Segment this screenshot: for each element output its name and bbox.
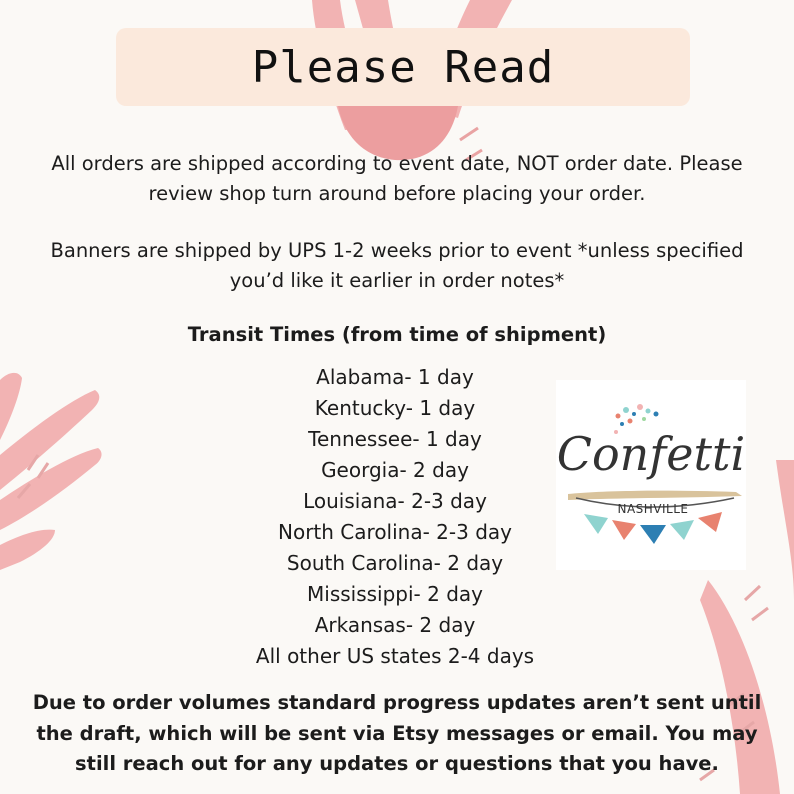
list-item: Mississippi- 2 day (307, 582, 483, 606)
progress-note-line: still reach out for any updates or questions that you have. (75, 752, 719, 775)
list-item: Georgia- 2 day (321, 458, 469, 482)
shipping-note-line: review shop turn around before placing your order. (148, 182, 646, 205)
progress-updates-note (20, 688, 774, 780)
pennant (698, 512, 722, 532)
banner-shipping-line: Banners are shipped by UPS 1-2 weeks prior to event *unless specified (50, 239, 744, 262)
shipping-note-line: All orders are shipped according to event date, NOT order date. Please (51, 152, 743, 175)
list-item: Tennessee- 1 day (308, 427, 482, 451)
title-banner (116, 28, 690, 106)
page-title: Please Read (251, 41, 555, 93)
list-item: North Carolina- 2-3 day (278, 520, 512, 544)
list-item: Louisiana- 2-3 day (303, 489, 487, 513)
progress-note-line: Due to order volumes standard progress updates aren’t sent until (32, 691, 762, 714)
pennant (612, 520, 636, 540)
list-item: Kentucky- 1 day (314, 396, 476, 420)
transit-times-heading: Transit Times (from time of shipment) (187, 323, 607, 346)
logo-wordmark: Confetti (556, 427, 746, 481)
pennant (670, 520, 694, 540)
pennant (584, 514, 608, 534)
confetti-nashville-logo (556, 380, 746, 570)
list-item: Alabama- 1 day (316, 365, 474, 389)
progress-note-line: the draft, which will be sent via Etsy messages or email. You may (36, 721, 758, 745)
pennant (640, 525, 666, 544)
banner-shipping-line: you’d like it earlier in order notes* (229, 269, 565, 292)
banner-shipping-paragraph (20, 236, 774, 296)
logo-city: NASHVILLE (617, 502, 689, 516)
list-item: All other US states 2-4 days (255, 644, 535, 668)
list-item: South Carolina- 2 day (286, 551, 504, 575)
logo-graphic (556, 380, 746, 570)
shipping-note-paragraph (20, 149, 774, 209)
list-item: Arkansas- 2 day (314, 613, 476, 637)
